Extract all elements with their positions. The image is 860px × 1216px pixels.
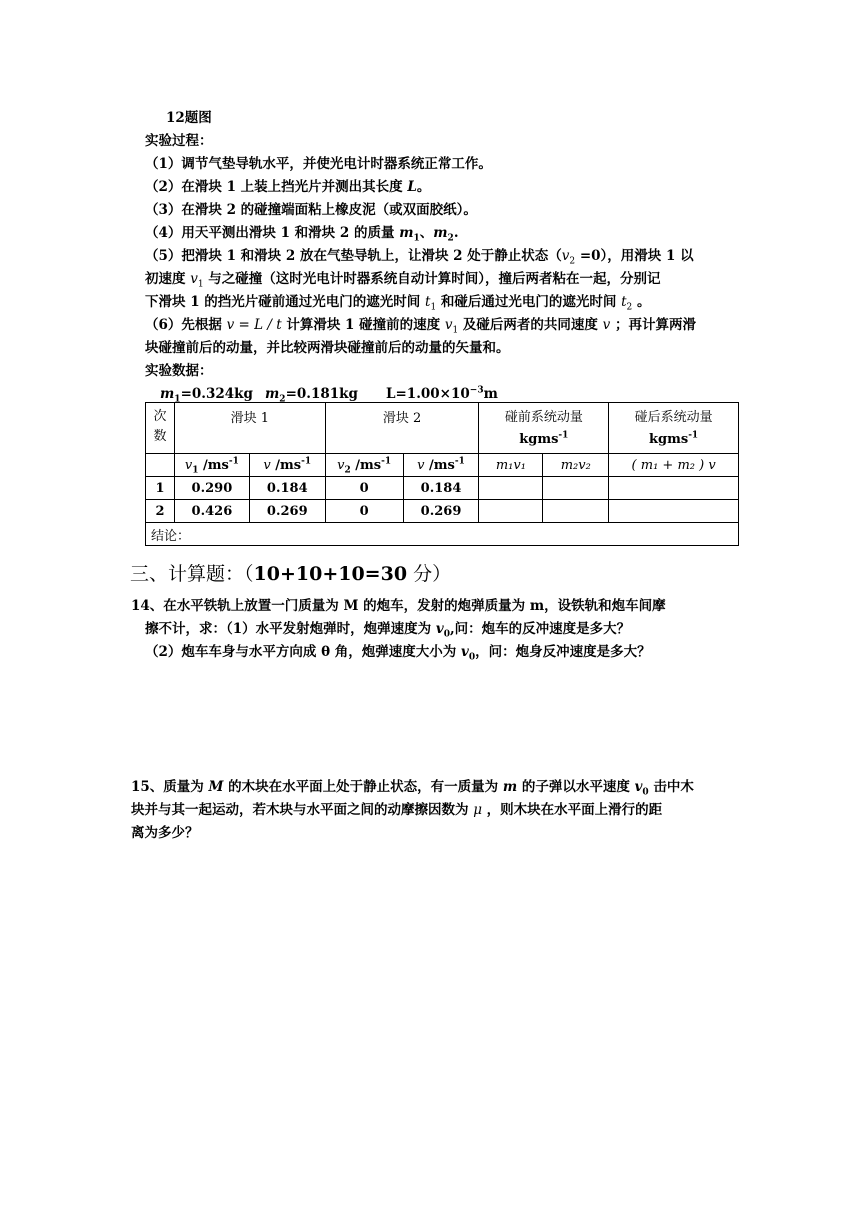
cell-v-slider2: 0.184 xyxy=(403,477,479,500)
data-title: 实验数据： xyxy=(145,363,213,379)
step-5-line-2 xyxy=(145,270,661,288)
cell-v2: 0 xyxy=(325,500,403,523)
symbol-m2: m xyxy=(265,386,280,402)
symbol-M: M xyxy=(208,779,224,795)
q15-line-1: 15、质量为 M 的木块在水平面上处于静止状态，有一质量为 m 的子弹以水平速度 $v_0$ 击中木 xyxy=(131,779,694,798)
table-row xyxy=(146,477,739,500)
unit-label: kgms xyxy=(519,432,559,447)
figure-caption: 12题图 xyxy=(166,110,212,126)
q15-line-2: 块并与其一起运动，若木块与水平面之间的动摩擦因数为 μ ，则木块在水平面上滑行的距 xyxy=(131,802,663,818)
before-label: 碰前系统动量 xyxy=(504,410,583,425)
L-unit: m xyxy=(483,386,498,402)
header-momentum-before xyxy=(479,403,609,454)
unit-exp: -1 xyxy=(688,430,699,441)
subheader-m1v1: m₁v₁ xyxy=(479,454,543,477)
m2-value: =0.181kg xyxy=(285,386,358,402)
conclusion-label: 结论： xyxy=(146,523,739,546)
subheader-m2v2: m₂v₂ xyxy=(543,454,609,477)
step-6-line-1 xyxy=(145,316,696,334)
cell-msum-v xyxy=(609,477,739,500)
step-4 xyxy=(145,224,459,242)
step-5-text-b: =0），用滑块 1 以 xyxy=(575,248,694,264)
step-5-line-3 xyxy=(145,293,650,311)
symbol-v0: v xyxy=(461,644,469,660)
step-2-end: 。 xyxy=(416,179,431,195)
symbol-mu: μ xyxy=(473,802,482,818)
symbol-m: m xyxy=(502,779,518,795)
header-slider-1: 滑块 1 xyxy=(174,403,325,454)
cell-m1v1 xyxy=(479,500,543,523)
subheader-msum-v: ( m₁ + m₂ ) v xyxy=(609,454,739,477)
step-6-text-b: 计算滑块 1 碰撞前的速度 xyxy=(281,317,445,333)
heading-text-b: 分） xyxy=(407,563,452,585)
symbol-v1: v xyxy=(444,317,453,333)
step-6-text-a: （6）先根据 xyxy=(145,317,227,333)
param-m1 xyxy=(160,385,253,403)
step-5-end: 。 xyxy=(632,294,651,310)
L-value: L=1.00×10 xyxy=(386,386,470,402)
step-1: （1）调节气垫导轨水平，并使光电计时器系统正常工作。 xyxy=(145,156,492,172)
subheader-v1: $v_1$ $/ms^{-1}$ xyxy=(174,454,249,477)
sub-1: 1 xyxy=(413,233,420,244)
sub-1: 1 xyxy=(452,325,459,336)
table-subheader-row xyxy=(146,454,739,477)
step-5-text-f: 和碰后通过光电门的遮光时间 xyxy=(436,294,622,310)
header-momentum-after xyxy=(609,403,739,454)
symbol-m1: m xyxy=(160,386,175,402)
q14-line-2: 擦不计，求：（1）水平发射炮弹时，炮弹速度为 $v_0$,问：炮车的反冲速度是多大？ xyxy=(145,621,631,640)
step-4-text: （4）用天平测出滑块 1 和滑块 2 的质量 xyxy=(145,225,400,241)
step-2-text: （2）在滑块 1 上装上挡光片并测出其长度 xyxy=(145,179,408,195)
cell-v: 0.269 xyxy=(249,500,325,523)
cell-v2: 0 xyxy=(325,477,403,500)
symbol-m1: m xyxy=(399,225,414,241)
q14-line-1: 14、在水平铁轨上放置一门质量为 M 的炮车，发射的炮弹质量为 m，设铁轨和炮车间摩 xyxy=(131,598,666,614)
step-5-line-1 xyxy=(145,247,694,265)
symbol-v2: v xyxy=(561,248,570,264)
cell-v1: 0.290 xyxy=(174,477,249,500)
step-6-line-2: 块碰撞前后的动量，并比较两滑块碰撞前后的动量的矢量和。 xyxy=(145,340,510,356)
symbol-v0: v xyxy=(435,621,444,637)
subheader-blank xyxy=(146,454,175,477)
cell-v: 0.184 xyxy=(249,477,325,500)
cell-v-slider2: 0.269 xyxy=(403,500,479,523)
period: . xyxy=(453,225,459,241)
symbol-t2: t xyxy=(621,294,627,310)
separator: 、 xyxy=(419,225,434,241)
row-index: 1 xyxy=(146,477,175,500)
cell-m1v1 xyxy=(479,477,543,500)
formula-v-L-t: v = L / t xyxy=(226,317,282,333)
sub-2: 2 xyxy=(626,302,633,313)
sub-2: 2 xyxy=(569,256,576,267)
subheader-v: v $/ms^{-1}$ xyxy=(249,454,325,477)
table-conclusion-row xyxy=(146,523,739,546)
step-3: （3）在滑块 2 的碰撞端面粘上橡皮泥（或双面胶纸）。 xyxy=(145,202,477,218)
heading-points: 10+10+10=30 xyxy=(253,563,408,585)
symbol-t1: t xyxy=(425,294,431,310)
q14-line-3: （2）炮车车身与水平方向成 θ 角，炮弹速度大小为 $v_0$，问：炮身反冲速度是多大？ xyxy=(145,644,651,663)
subheader-v-slider2: v $/ms^{-1}$ xyxy=(403,454,479,477)
section-heading xyxy=(130,559,451,586)
step-6-text-d: ；再计算两滑 xyxy=(610,317,696,333)
sub-1: 1 xyxy=(197,279,204,290)
step-5-text-c: 初速度 xyxy=(145,271,191,287)
sub-1: 1 xyxy=(430,302,437,313)
data-table xyxy=(145,402,739,546)
cell-msum-v xyxy=(609,500,739,523)
heading-text-a: 三、计算题：（ xyxy=(130,563,254,585)
param-L xyxy=(386,385,498,403)
sub-2: 2 xyxy=(447,233,454,244)
symbol-v: v xyxy=(602,317,611,333)
header-slider-2: 滑块 2 xyxy=(325,403,479,454)
param-m2 xyxy=(265,385,358,403)
header-index: 次数 xyxy=(146,403,175,454)
symbol-v1: v xyxy=(190,271,198,287)
q15-line-3: 离为多少？ xyxy=(131,825,199,841)
step-2 xyxy=(145,178,430,196)
cell-v1: 0.426 xyxy=(174,500,249,523)
symbol-L: L xyxy=(407,179,417,195)
cell-m2v2 xyxy=(543,477,609,500)
symbol-m2: m xyxy=(433,225,448,241)
after-label: 碰后系统动量 xyxy=(634,410,713,425)
step-5-text-e: 下滑块 1 的挡光片碰前通过光电门的遮光时间 xyxy=(145,294,425,310)
sub-1: 1 xyxy=(174,394,181,405)
row-index: 2 xyxy=(146,500,175,523)
step-5-text-d: 与之碰撞（这时光电计时器系统自动计算时间），撞后两者粘在一起，分别记 xyxy=(203,271,661,287)
step-6-text-c: 及碰后两者的共同速度 xyxy=(458,317,603,333)
table-row xyxy=(146,500,739,523)
table-header-row xyxy=(146,403,739,454)
sub-2: 2 xyxy=(279,394,286,405)
step-5-text-a: （5）把滑块 1 和滑块 2 放在气垫导轨上，让滑块 2 处于静止状态（ xyxy=(145,248,562,264)
symbol-v0: v xyxy=(634,779,643,795)
procedure-title: 实验过程： xyxy=(145,133,213,149)
L-exponent: −3 xyxy=(469,385,484,396)
m1-value: =0.324kg xyxy=(180,386,253,402)
subheader-v2: $v_2$ $/ms^{-1}$ xyxy=(325,454,403,477)
unit-label: kgms xyxy=(649,432,689,447)
cell-m2v2 xyxy=(543,500,609,523)
unit-exp: -1 xyxy=(558,430,569,441)
